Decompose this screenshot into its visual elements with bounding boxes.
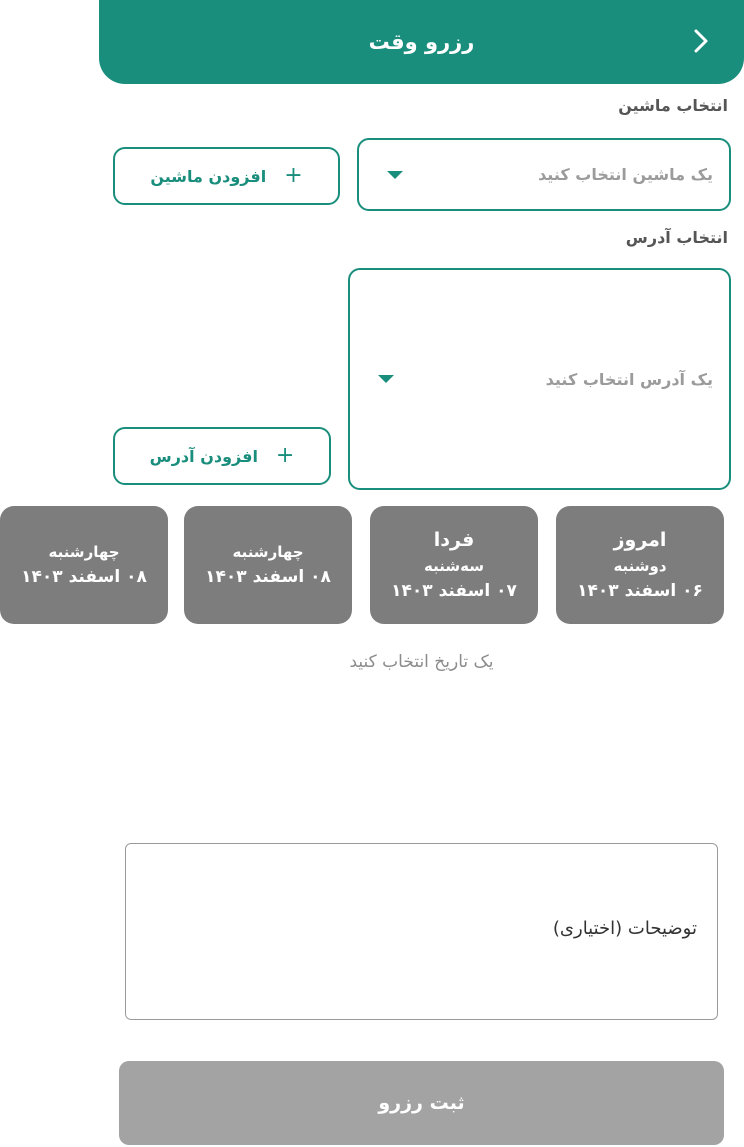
notes-label: توضیحات (اختیاری) — [552, 918, 697, 939]
vehicle-select-placeholder: یک ماشین انتخاب کنید — [538, 165, 713, 184]
submit-reservation-button[interactable]: ثبت رزرو — [119, 1061, 724, 1145]
date-card-today[interactable] — [556, 506, 724, 624]
plus-icon: + — [275, 443, 295, 468]
address-select-placeholder: یک آدرس انتخاب کنید — [545, 369, 713, 389]
notes-textarea[interactable] — [125, 843, 718, 1020]
date-card-title: فردا — [433, 529, 475, 551]
date-card-tomorrow[interactable] — [370, 506, 538, 624]
date-card-weekday: چهارشنبه — [232, 543, 304, 561]
vehicle-section-label: انتخاب ماشین — [618, 96, 728, 115]
back-arrow-icon[interactable] — [688, 28, 714, 54]
date-card-date: ۰۸ اسفند ۱۴۰۳ — [21, 567, 147, 587]
date-hint: یک تاریخ انتخاب کنید — [349, 652, 494, 672]
date-card-wednesday[interactable] — [184, 506, 352, 624]
add-vehicle-label: افزودن ماشین — [150, 166, 267, 186]
app-header — [99, 0, 744, 84]
plus-icon: + — [284, 163, 303, 188]
address-select[interactable] — [348, 268, 731, 490]
date-card-title: امروز — [613, 529, 667, 551]
add-vehicle-button[interactable] — [113, 147, 340, 205]
date-card-date: ۰۶ اسفند ۱۴۰۳ — [577, 581, 703, 601]
date-card-date: ۰۸ اسفند ۱۴۰۳ — [205, 567, 331, 587]
page-title: رزرو وقت — [368, 30, 475, 54]
dropdown-caret-icon — [387, 171, 403, 179]
date-card-weekday: دوشنبه — [613, 557, 667, 575]
date-card-date: ۰۷ اسفند ۱۴۰۳ — [391, 581, 517, 601]
date-card-thursday[interactable] — [0, 506, 168, 624]
add-address-button[interactable] — [113, 427, 331, 485]
date-picker-strip[interactable] — [21, 506, 724, 624]
add-address-label: افزودن آدرس — [149, 446, 258, 466]
date-card-weekday: سه‌شنبه — [424, 557, 484, 575]
date-card-weekday: چهارشنبه — [48, 543, 120, 561]
vehicle-select[interactable] — [357, 138, 731, 211]
dropdown-caret-icon — [378, 375, 394, 383]
address-section-label: انتخاب آدرس — [625, 228, 728, 247]
